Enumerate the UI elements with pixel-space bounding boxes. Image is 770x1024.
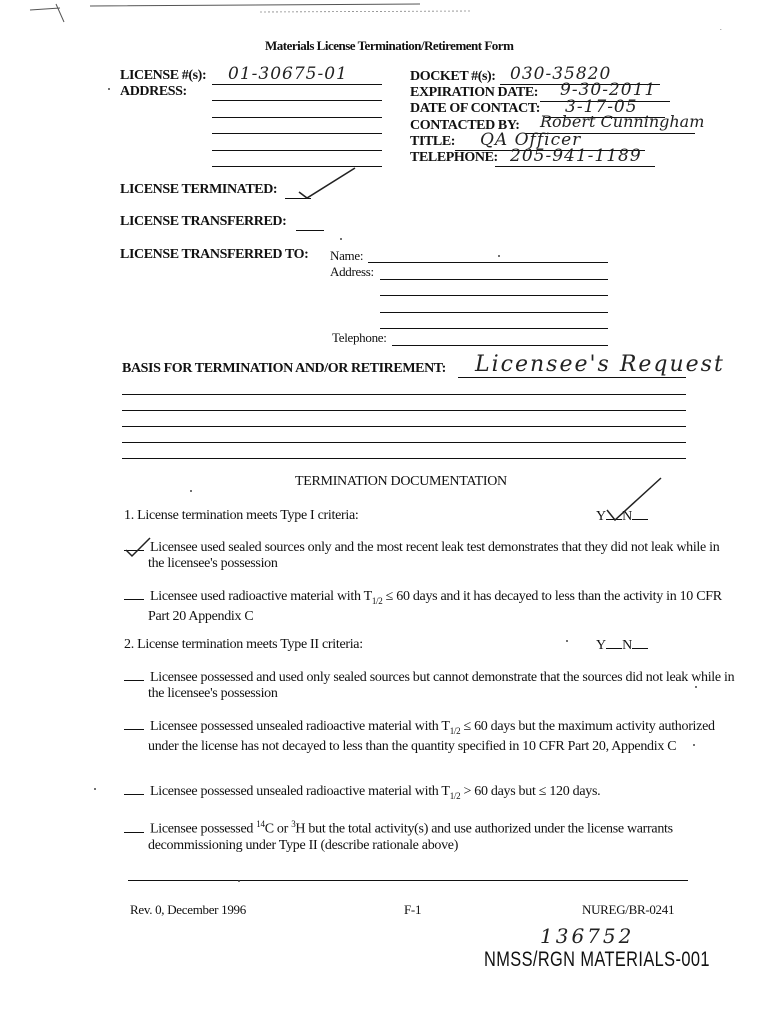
item-2d-sup-1: 14: [256, 819, 265, 829]
item-2c-text-post: > 60 days but ≤ 120 days.: [460, 784, 601, 799]
item-1a: [124, 540, 738, 572]
contact-date-label: DATE OF CONTACT:: [410, 101, 540, 116]
item-2a-blank: [124, 670, 144, 681]
scan-speck: [238, 880, 240, 882]
item-1a-checkmark: [124, 536, 154, 558]
scan-speck: [190, 490, 192, 492]
item-2a: [124, 670, 738, 702]
item-2d: [124, 816, 738, 854]
basis-line-0: [458, 377, 686, 378]
item-2d-text-pre: Licensee possessed: [150, 821, 257, 837]
item-2d-text-post: H but the total activity(s) and use authorized under the license warrants decommissioning under Type II (describe rationale above): [148, 821, 673, 853]
item-1a-text: Licensee used sealed sources only and the most recent leak test demonstrates that they did not leak while in the licensee's possession: [148, 540, 720, 571]
item-1b: [124, 589, 738, 625]
basis-value: Licensee's Request: [475, 352, 725, 377]
address-line-2: [212, 117, 382, 118]
address-line-4: [212, 150, 382, 151]
q1-text: 1. License termination meets Type I criteria:: [124, 508, 359, 523]
telephone2-line: [392, 345, 608, 346]
scan-speck: [693, 744, 695, 746]
item-1b-text-pre: Licensee used radioactive material with T: [150, 589, 372, 604]
q2-yes-blank: [606, 638, 622, 649]
scan-speck: [498, 255, 500, 257]
page-number: F-1: [404, 902, 422, 917]
basis-line-3: [122, 426, 686, 427]
footer-rule: [128, 880, 688, 881]
telephone-value: 205-941-1189: [510, 146, 642, 166]
transferred-line: [296, 230, 324, 231]
scan-speck: [94, 788, 96, 790]
rgn-materials-stamp: NMSS/RGN MATERIALS-001: [484, 948, 710, 971]
terminated-label: LICENSE TERMINATED:: [120, 182, 278, 197]
documentation-heading: TERMINATION DOCUMENTATION: [295, 474, 507, 489]
q2-no-blank: [632, 638, 648, 649]
item-1b-blank: [124, 589, 144, 600]
item-2c-text-pre: Licensee possessed unsealed radioactive material with T: [150, 784, 450, 799]
transferred-to-label: LICENSE TRANSFERRED TO:: [120, 247, 309, 262]
contacted-by-label: CONTACTED BY:: [410, 118, 520, 133]
item-2b-sub: 1/2: [449, 725, 461, 736]
handwritten-number: 136752: [540, 924, 635, 948]
item-2b-blank: [124, 719, 144, 730]
item-2d-blank: [124, 822, 144, 833]
item-1b-sub: 1/2: [371, 595, 383, 606]
revision-text: Rev. 0, December 1996: [130, 902, 246, 917]
q1-yes-label: Y: [596, 509, 607, 524]
scan-artifact-top: [0, 0, 770, 30]
address-label: ADDRESS:: [120, 84, 187, 99]
address2-label: Address:: [330, 264, 374, 279]
item-2c-blank: [124, 784, 144, 795]
address-line-1: [212, 100, 382, 101]
scan-speck: [108, 88, 110, 90]
item-2b: [124, 719, 738, 755]
scan-speck: [566, 640, 568, 642]
q2-text: 2. License termination meets Type II criteria:: [124, 637, 363, 652]
document-id: NUREG/BR-0241: [582, 902, 675, 917]
expiration-value: 9-30-2011: [560, 80, 657, 100]
item-2b-text-post: ≤ 60 days but the maximum activity authorized under the license has not decayed to less than the quantity specified in 10 CFR Part 20, Appendix C: [148, 719, 715, 754]
basis-line-2: [122, 410, 686, 411]
terminated-checkmark: [295, 164, 365, 204]
q2-yes-label: Y: [596, 638, 607, 653]
address2-line-2: [380, 295, 608, 296]
basis-label: BASIS FOR TERMINATION AND/OR RETIREMENT:: [122, 361, 446, 376]
telephone-line: [495, 166, 655, 167]
item-2d-sup-2: 3: [291, 819, 296, 829]
scan-speck: [695, 686, 697, 688]
title-label: TITLE:: [410, 134, 456, 149]
item-2b-text-pre: Licensee possessed unsealed radioactive material with T: [150, 719, 450, 734]
item-2a-text: Licensee possessed and used only sealed sources but cannot demonstrate that the sources did not leak while in the licensee's possession: [148, 670, 735, 701]
q1-no-label: N: [622, 509, 633, 524]
basis-line-1: [122, 394, 686, 395]
telephone2-label: Telephone:: [332, 330, 387, 345]
transferred-label: LICENSE TRANSFERRED:: [120, 214, 287, 229]
name-line: [368, 262, 608, 263]
basis-line-4: [122, 442, 686, 443]
item-2d-text-mid: C or: [264, 821, 292, 837]
basis-line-5: [122, 458, 686, 459]
contacted-by-value: Robert Cunningham: [540, 112, 705, 131]
contact-date-value: 3-17-05: [565, 97, 638, 117]
license-label: LICENSE #(s):: [120, 68, 207, 83]
address2-line-1: [380, 279, 608, 280]
q2-no-label: N: [622, 638, 633, 653]
scan-speck: [340, 238, 342, 240]
license-line: [212, 84, 382, 85]
docket-label: DOCKET #(s):: [410, 69, 496, 84]
telephone-label: TELEPHONE:: [410, 150, 498, 165]
item-2c-sub: 1/2: [449, 790, 461, 801]
title-value: QA Officer: [480, 130, 582, 150]
address2-line-4: [380, 328, 608, 329]
item-2c: [124, 784, 738, 804]
name-label: Name:: [330, 248, 364, 263]
license-value: 01-30675-01: [228, 64, 348, 84]
q1-yes-checkmark: [605, 476, 665, 526]
address2-line-3: [380, 312, 608, 313]
q2-yes-no: [596, 638, 648, 654]
expiration-label: EXPIRATION DATE:: [410, 85, 539, 100]
address-line-3: [212, 133, 382, 134]
form-title: Materials License Termination/Retirement Form: [265, 38, 514, 53]
docket-value: 030-35820: [510, 64, 612, 84]
item-1b-text-post: ≤ 60 days and it has decayed to less than the activity in 10 CFR Part 20 Appendix C: [148, 589, 722, 624]
